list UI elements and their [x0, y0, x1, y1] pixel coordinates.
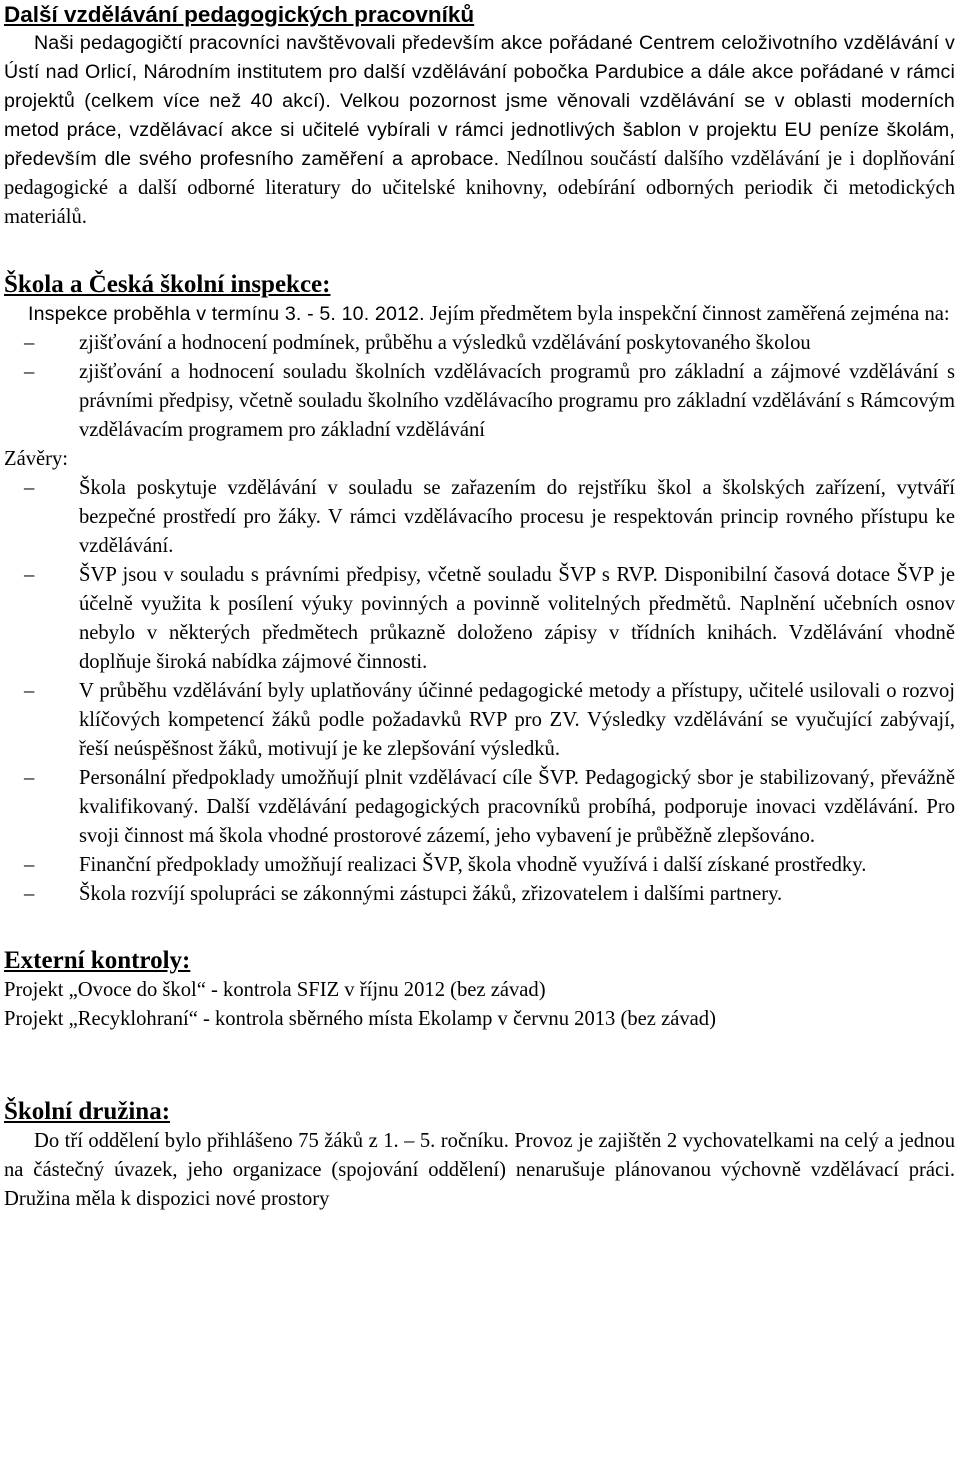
section-title-external-controls: Externí kontroly: — [4, 947, 191, 974]
teacher-education-text-2: Velkou pozornost jsme věnovali vzdělávání se v oblasti moderních metod práce, vzdělávací akce si učitelé vybírali v rámci jednotlivých šablon v projektu EU peníze školám, především dle svého profesního zaměření a aprobace. — [4, 90, 955, 170]
teacher-education-text-1: Naši pedagogičtí pracovníci navštěvovali především akce pořádané Centrem celoživotního vzdělávání v Ústí nad Orlicí, Národním institutem pro další vzdělávání pobočka Pardubice a dále akce pořádané v rámci projektů (celkem více než 40 akcí). — [4, 32, 955, 112]
inspection-focus-list — [4, 329, 955, 445]
list-item: – zjišťování a hodnocení souladu školních vzdělávacích programů pro základní a zájmové vzdělávání s právními předpisy, včetně souladu školního vzdělávacího programu pro základní vzdělávání s Rámcovým vzdělávacím programem pro základní vzdělávání — [4, 358, 955, 445]
list-item: – zjišťování a hodnocení podmínek, průběhu a výsledků vzdělávání poskytovaného školou — [4, 329, 955, 358]
list-item: – Personální předpoklady umožňují plnit vzdělávací cíle ŠVP. Pedagogický sbor je stabilizovaný, převážně kvalifikovaný. Další vzdělávání pedagogických pracovníků probíhá, podporuje inovaci vzdělávání. Pro svoji činnost má škola vhodné prostorové zázemí, jeho vybavení je průběžně zlepšováno. — [4, 764, 955, 851]
conclusions-list — [4, 474, 955, 909]
section-title-after-school-club: Školní družina: — [4, 1098, 171, 1125]
external-control-line: Projekt „Recyklohraní“ - kontrola sběrného místa Ekolamp v červnu 2013 (bez závad) — [4, 1008, 716, 1030]
document-page — [4, 0, 955, 1214]
conclusions-label: Závěry: — [4, 448, 69, 470]
teacher-education-paragraph — [4, 29, 955, 232]
section-title-inspection: Škola a Česká školní inspekce: — [4, 271, 331, 298]
after-school-club-paragraph: Do tří oddělení bylo přihlášeno 75 žáků z 1. – 5. ročníku. Provoz je zajištěn 2 vychovatelkami na celý a jednou na částečný úvazek, jeho organizace (spojování oddělení) nenarušuje plánovanou výchovně vzdělávací práci. Družina měla k dispozici nové prostory — [4, 1130, 955, 1210]
list-item: – Škola rozvíjí spolupráci se zákonnými zástupci žáků, zřizovatelem i dalšími partnery. — [4, 880, 955, 909]
section-title-teacher-education: Další vzdělávání pedagogických pracovníků — [4, 2, 475, 27]
list-item: – ŠVP jsou v souladu s právními předpisy, včetně souladu ŠVP s RVP. Disponibilní časová dotace ŠVP je účelně využita k posílení výuky povinných a povinně volitelných předmětů. Naplnění učebních osnov nebylo v některých předmětech průkazně doloženo zápisy v třídních knihách. Vzdělávání vhodně doplňuje široká nabídka zájmové činnosti. — [4, 561, 955, 677]
inspection-intro-date: Inspekce proběhla v termínu 3. - 5. 10. 2012. — [28, 303, 425, 325]
teacher-education-text-3: Nedílnou součástí dalšího vzdělávání je i doplňování pedagogické a další odborné literatury do učitelské knihovny, odebírání odborných periodik či metodických materiálů. — [4, 148, 955, 228]
external-control-line: Projekt „Ovoce do škol“ - kontrola SFIZ v říjnu 2012 (bez závad) — [4, 979, 546, 1001]
list-item: – V průběhu vzdělávání byly uplatňovány účinné pedagogické metody a přístupy, učitelé usilovali o rozvoj klíčových kompetencí žáků podle požadavků RVP pro ZV. Výsledky vzdělávání se vyučující zabývají, řeší neúspěšnost žáků, motivují je ke zlepšování výsledků. — [4, 677, 955, 764]
inspection-intro-subject: Jejím předmětem byla inspekční činnost zaměřená zejména na: — [429, 303, 950, 325]
inspection-intro — [4, 300, 955, 329]
list-item: – Finanční předpoklady umožňují realizaci ŠVP, škola vhodně využívá i další získané prostředky. — [4, 851, 955, 880]
list-item: – Škola poskytuje vzdělávání v souladu se zařazením do rejstříku škol a školských zařízení, vytváří bezpečné prostředí pro žáky. V rámci vzdělávacího procesu je respektován princip rovného přístupu ke vzdělávání. — [4, 474, 955, 561]
